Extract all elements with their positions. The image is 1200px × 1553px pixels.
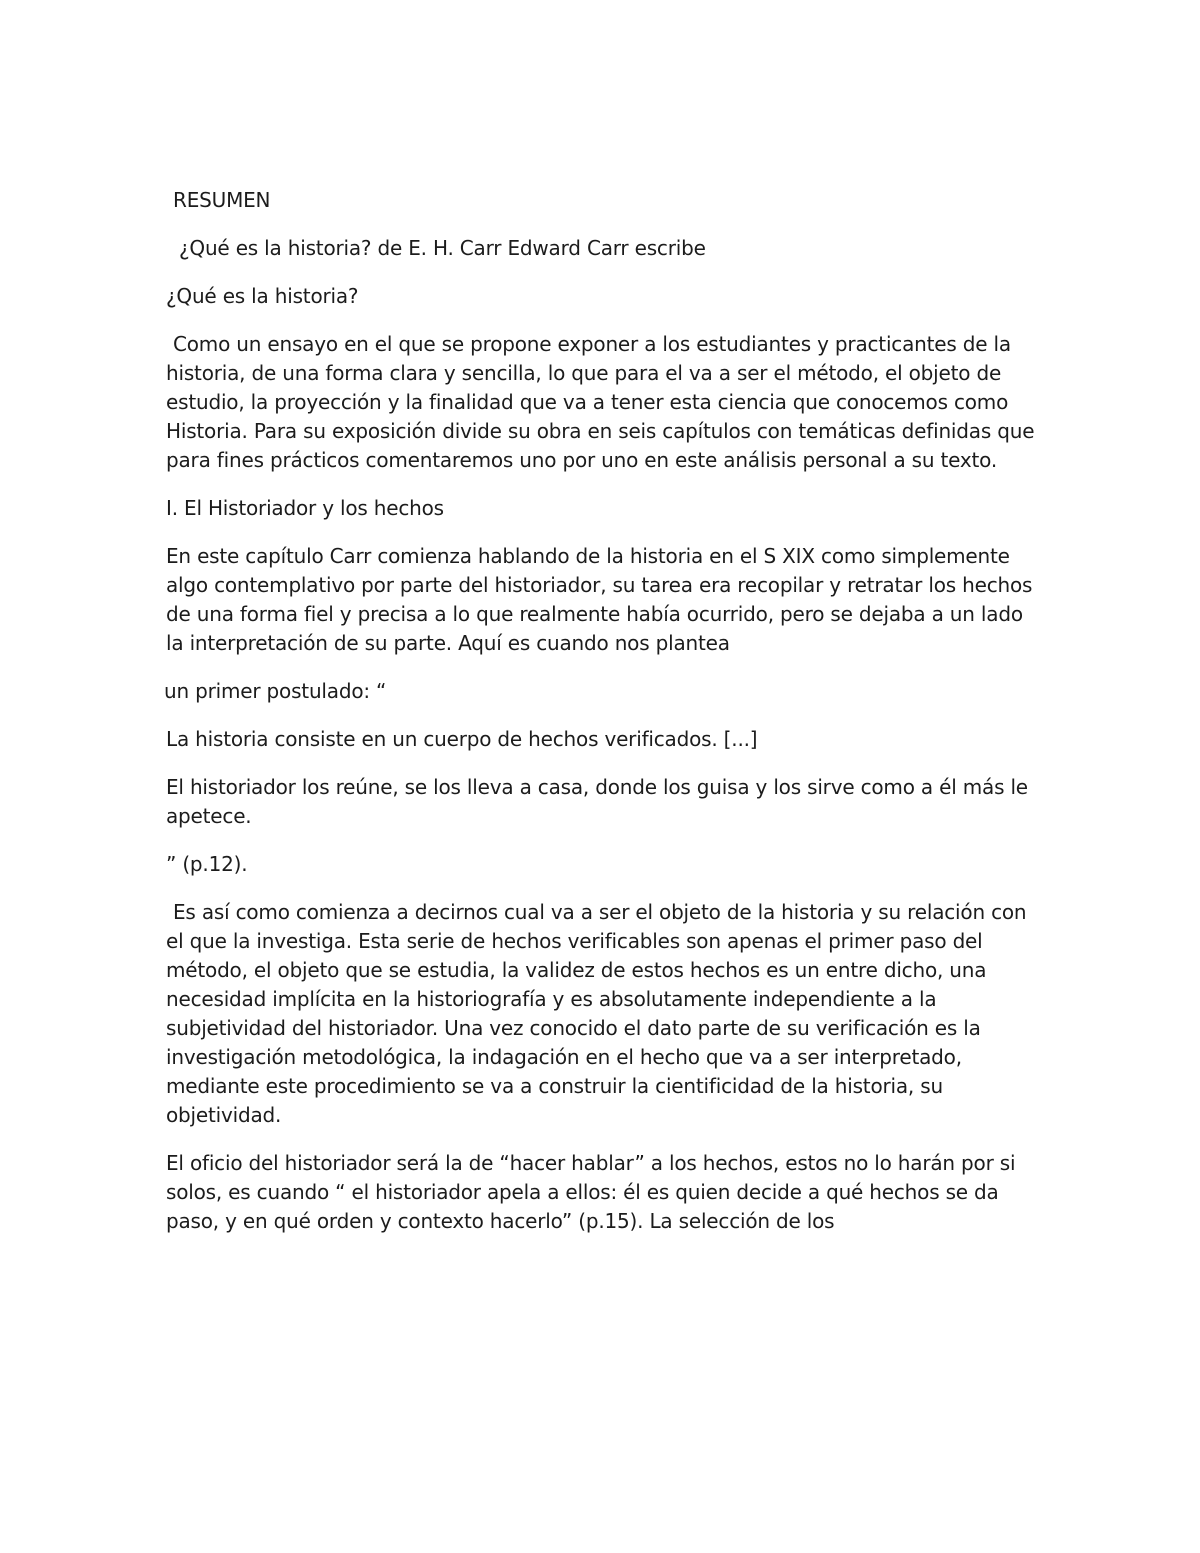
document-subtitle: ¿Qué es la historia? de E. H. Carr Edward Carr escribe bbox=[179, 236, 706, 260]
quote-line-1: La historia consiste en un cuerpo de hechos verificados. [...] bbox=[166, 727, 758, 751]
quote-citation: ” (p.12). bbox=[166, 852, 248, 876]
document-heading: RESUMEN bbox=[173, 188, 271, 212]
postulate-intro: un primer postulado: “ bbox=[164, 679, 387, 703]
document-question: ¿Qué es la historia? bbox=[166, 284, 359, 308]
paragraph-intro: Como un ensayo en el que se propone exponer a los estudiantes y practicantes de la historia, de una forma clara y sencilla, lo que para el va a ser el método, el objeto de estudio, la proyección y la finalidad que va a tener esta ciencia que conocemos como Historia. Para su exposición divide su obra en seis capítulos con temáticas definidas que para fines prácticos comentaremos uno por uno en este análisis personal a su texto. bbox=[166, 332, 1035, 472]
section-title: I. El Historiador y los hechos bbox=[166, 496, 444, 520]
paragraph-object: Es así como comienza a decirnos cual va a ser el objeto de la historia y su relación con el que la investiga. Esta serie de hechos verificables son apenas el primer paso del método, el objeto que se estudia, la validez de estos hechos es un entre dicho, una necesidad implícita en la historiografía y es absolutamente independiente a la subjetividad del historiador. Una vez conocido el dato parte de su verificación es la investigación metodológica, la indagación en el hecho que va a ser interpretado, mediante este procedimiento se va a construir la cientificidad de la historia, su objetividad. bbox=[166, 900, 1027, 1127]
quote-line-2: El historiador los reúne, se los lleva a casa, donde los guisa y los sirve como a él más le apetece. bbox=[166, 775, 1028, 828]
paragraph-chapter: En este capítulo Carr comienza hablando de la historia en el S XIX como simplemente algo contemplativo por parte del historiador, su tarea era recopilar y retratar los hechos de una forma fiel y precisa a lo que realmente había ocurrido, pero se dejaba a un lado la interpretación de su parte. Aquí es cuando nos plantea bbox=[166, 544, 1033, 655]
paragraph-office: El oficio del historiador será la de “hacer hablar” a los hechos, estos no lo harán por si solos, es cuando “ el historiador apela a ellos: él es quien decide a qué hechos se da paso, y en qué orden y contexto hacerlo” (p.15). La selección de los bbox=[166, 1151, 1016, 1233]
document-body bbox=[166, 186, 1046, 1255]
